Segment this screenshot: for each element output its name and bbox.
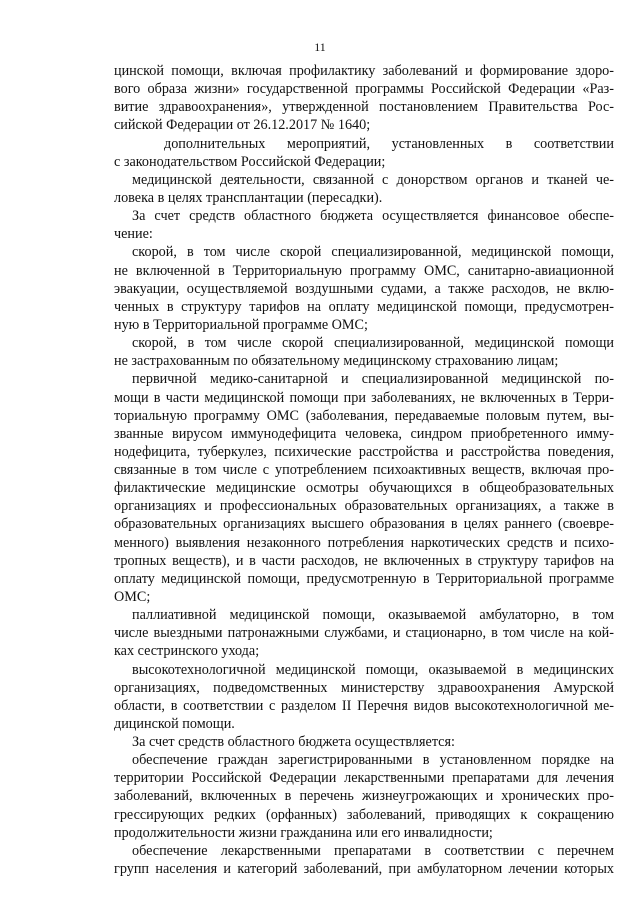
text-line: высокотехнологичной медицинской помощи, оказываемой в медицинских [132, 662, 614, 678]
text-line: цинской помощи, включая профилактику заболеваний и формирование здоро- [114, 63, 614, 79]
text-line: образовательных организациях высшего образования в целях раннего (своевре- [114, 516, 614, 532]
text-line: ченных в структуру тарифов на оплату медицинской помощи, предусмотрен- [114, 299, 614, 315]
text-line: скорой, в том числе скорой специализированной, медицинской помощи, [132, 244, 614, 260]
page-number: 11 [314, 40, 326, 54]
text-line: дицинской помощи. [114, 716, 235, 732]
text-line: эвакуации, осуществляемой воздушными судами, а также расходов, не вклю- [114, 281, 614, 297]
text-line: тропных веществ), и в части расходов, не включенных в структуру тарифов на [114, 553, 614, 569]
text-line: медицинской деятельности, связанной с донорством органов и тканей че- [132, 172, 614, 188]
text-line: грессирующих редких (орфанных) заболеваний, приводящих к сокращению [114, 807, 614, 823]
text-line: территории Российской Федерации лекарственными препаратами для лечения [114, 770, 614, 786]
text-line: скорой, в том числе скорой специализированной, медицинской помощи [132, 335, 614, 351]
text-line: числе выездными патронажными службами, и стационарно, в том числе на кой- [114, 625, 614, 641]
text-line: организациях, подведомственных министерству здравоохранения Амурской [114, 680, 614, 696]
text-line: связанные в том числе с употреблением психоактивных веществ, включая про- [114, 462, 614, 478]
text-line: филактические медицинские осмотры обучающихся в общеобразовательных [114, 480, 614, 496]
text-line: званные вирусом иммунодефицита человека, синдром приобретенного имму- [114, 426, 614, 442]
text-line: обеспечение граждан зарегистрированными в установленном порядке на [132, 752, 614, 768]
text-line: нодефицита, туберкулез, психические расстройства и расстройства поведения, [114, 444, 614, 460]
text-line: организациях и профессиональных образовательных организациях, а также в [114, 498, 614, 514]
text-line: чение: [114, 226, 153, 242]
text-line: групп населения и категорий заболеваний, при амбулаторном лечении которых [114, 861, 614, 877]
text-line: ловека в целях трансплантации (пересадки). [114, 190, 383, 206]
text-line: ную в Территориальной программе ОМС; [114, 317, 368, 333]
text-line: мощи в части медицинской помощи при заболеваниях, не включенных в Терри- [114, 390, 614, 406]
text-line: первичной медико-санитарной и специализированной медицинской по- [132, 371, 614, 387]
text-line: обеспечение лекарственными препаратами в соответствии с перечнем [132, 843, 614, 859]
text-line: ках сестринского ухода; [114, 643, 260, 659]
text-line: дополнительных мероприятий, установленных в соответствии [164, 136, 614, 152]
text-line: витие здравоохранения», утвержденной постановлением Правительства Рос- [114, 99, 614, 115]
text-line: с законодательством Российской Федерации; [114, 154, 386, 170]
text-line: паллиативной медицинской помощи, оказываемой амбулаторно, в том [132, 607, 614, 623]
text-line: оплату медицинской помощи, предусмотренную в Территориальной программе [114, 571, 614, 587]
text-line: За счет средств областного бюджета осуществляется: [132, 734, 455, 750]
text-line: сийской Федерации от 26.12.2017 № 1640; [114, 117, 371, 133]
text-line: ОМС; [114, 589, 151, 605]
text-line: продолжительности жизни гражданина или его инвалидности; [114, 825, 493, 841]
text-line: менного) выявления незаконного потребления наркотических средств и психо- [114, 535, 614, 551]
text-line: заболеваний, включенных в перечень жизнеугрожающих и хронических про- [114, 788, 614, 804]
text-line: области, в соответствии с разделом II Перечня видов высокотехнологичной ме- [114, 698, 614, 714]
text-line: ториальную программу ОМС (заболевания, передаваемые половым путем, вы- [114, 408, 614, 424]
text-line: не застрахованным по обязательному медицинскому страхованию лицам; [114, 353, 559, 369]
text-line: не включенной в Территориальную программу ОМС, санитарно-авиационной [114, 263, 614, 279]
text-line: вого образа жизни» государственной программы Российской Федерации «Раз- [114, 81, 614, 97]
text-line: За счет средств областного бюджета осуществляется финансовое обеспе- [132, 208, 614, 224]
